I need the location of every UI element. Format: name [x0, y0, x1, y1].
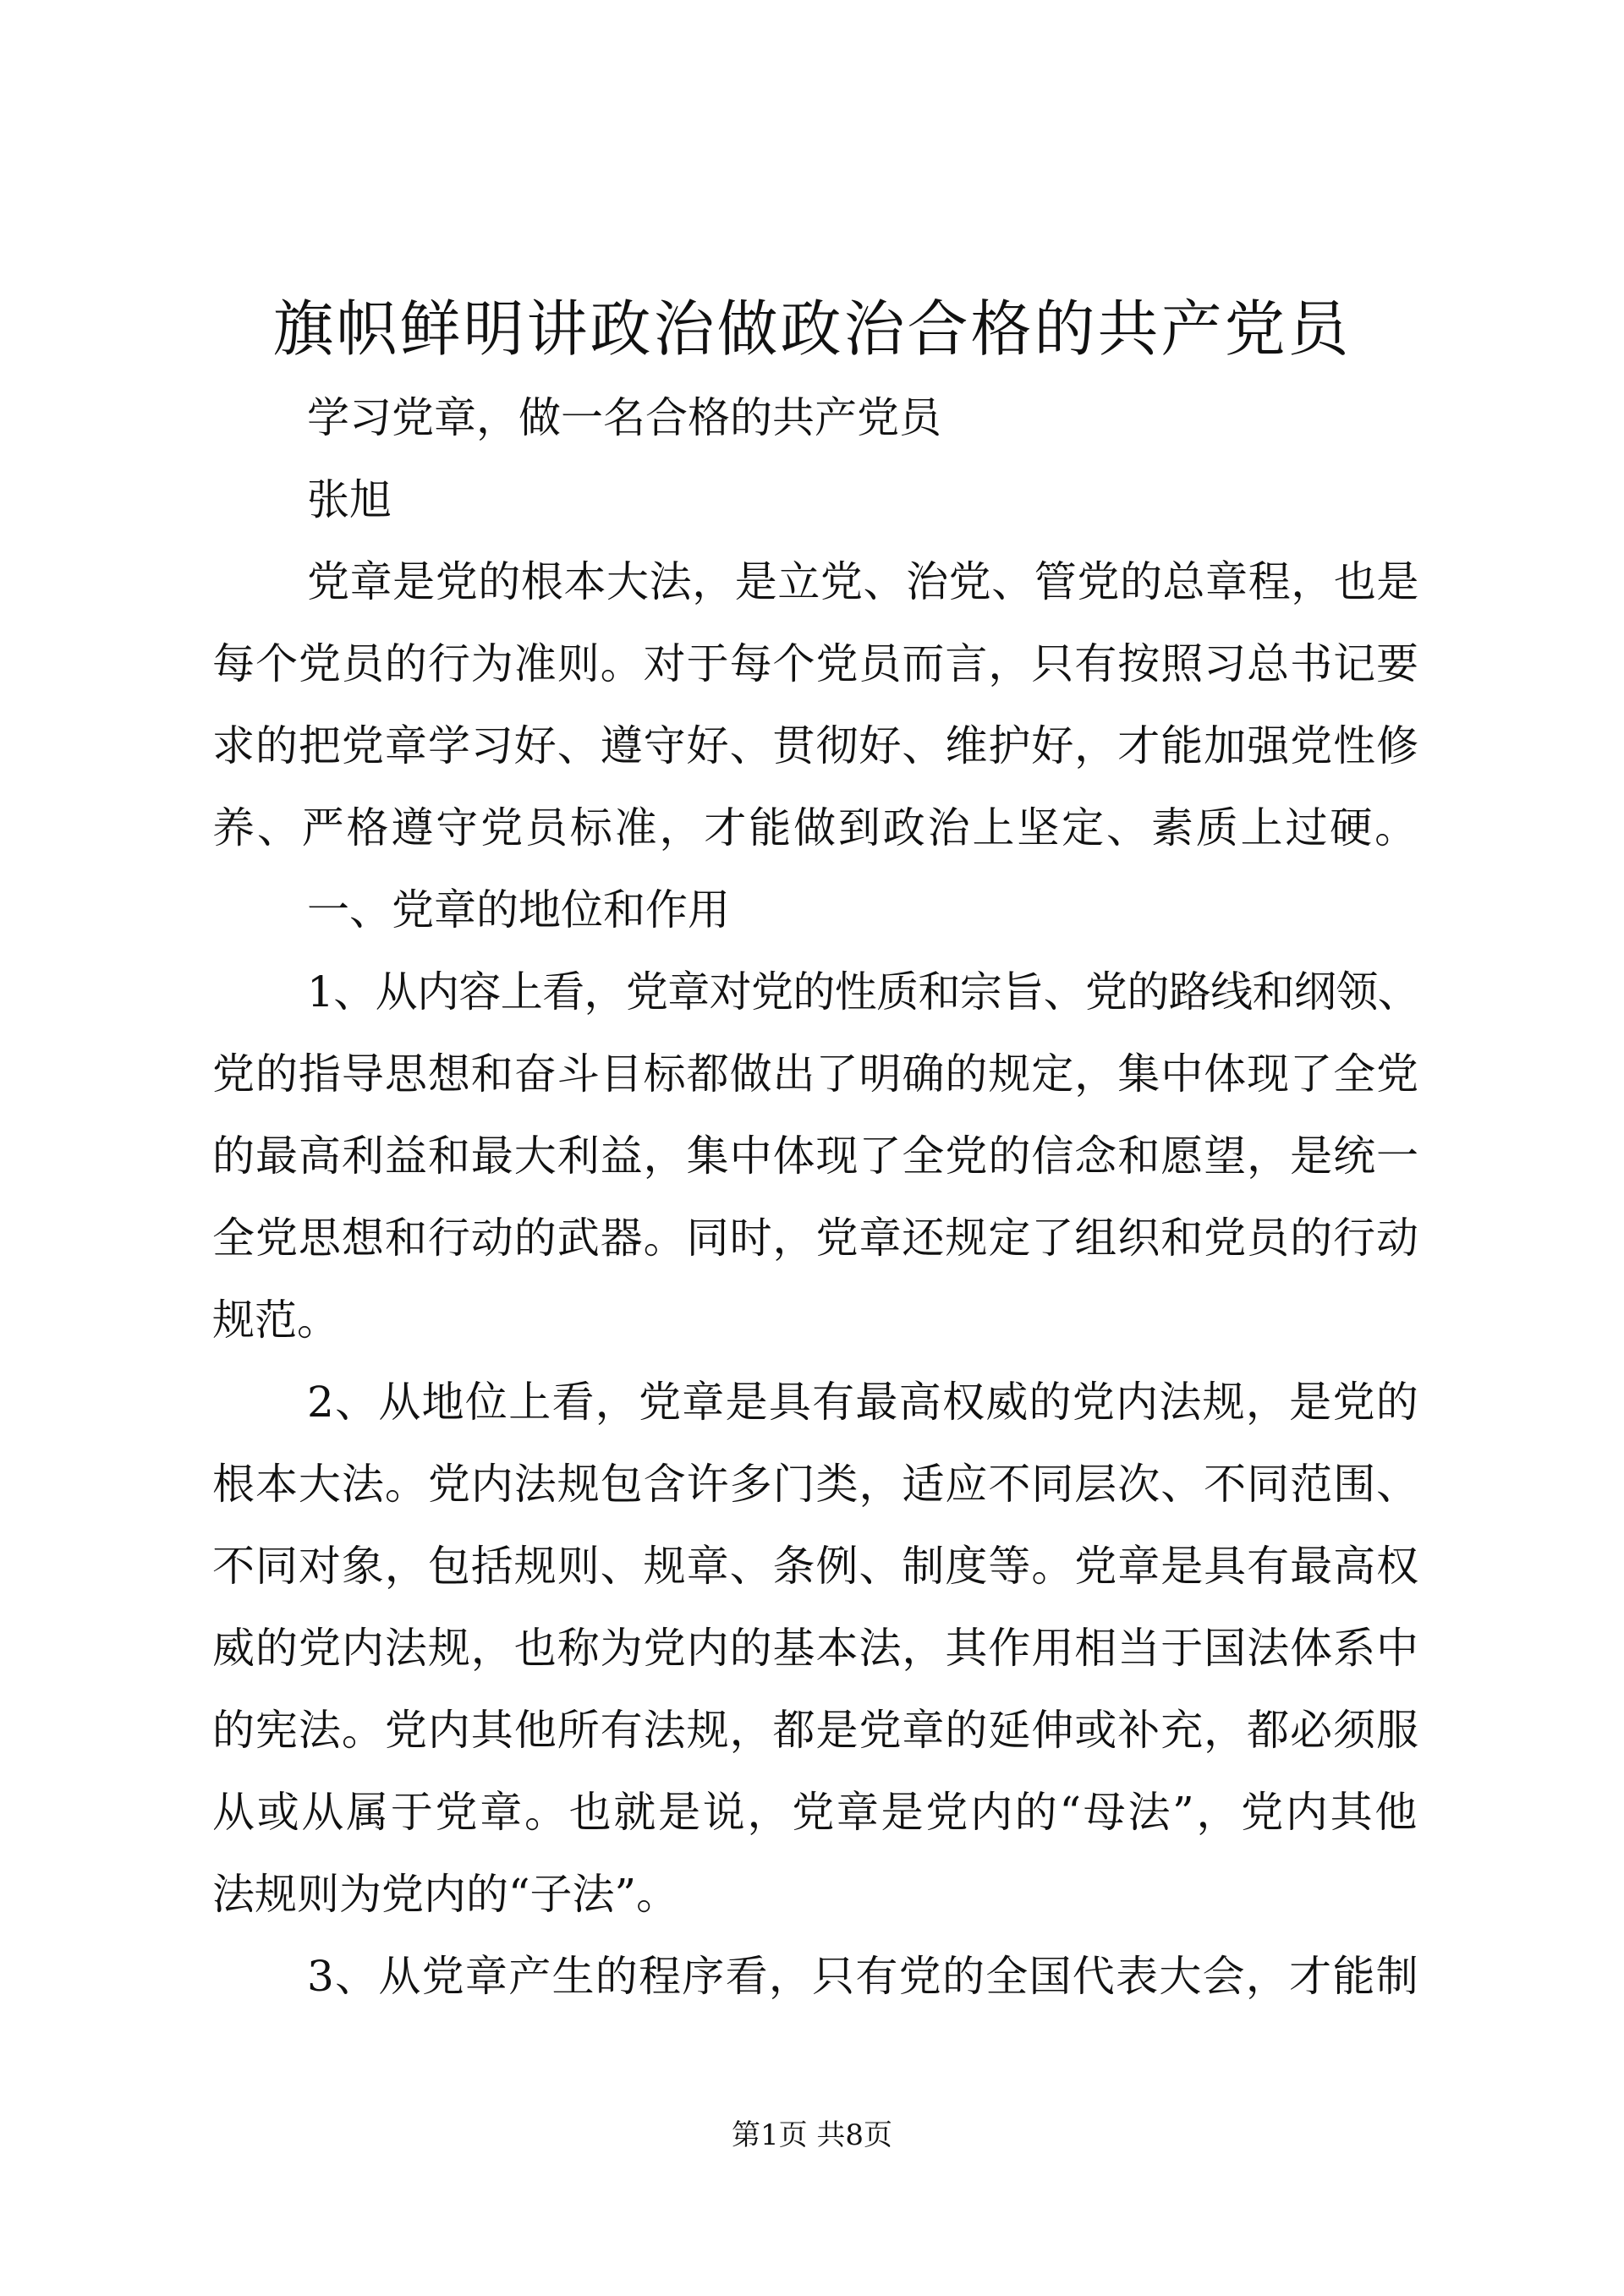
text-line — [212, 1526, 1419, 1608]
text-line-content: 党章是党的根本大法，是立党、治党、管党的总章程，也是 — [307, 557, 1419, 606]
text-line — [212, 1197, 1419, 1280]
text-line-content: 的最高利益和最大利益，集中体现了全党的信念和愿望，是统一 — [212, 1132, 1419, 1181]
text-line-content: 法规则为党内的“子法”。 — [212, 1870, 679, 1919]
text-line — [212, 1854, 1419, 1936]
text-line-content: 张旭 — [307, 475, 392, 524]
text-line — [212, 1115, 1419, 1197]
text-line-content: 规范。 — [212, 1296, 339, 1345]
text-line-content: 根本大法。党内法规包含许多门类，适应不同层次、不同范围、 — [212, 1460, 1419, 1509]
text-line-content: 每个党员的行为准则。对于每个党员而言，只有按照习总书记要 — [212, 639, 1419, 688]
text-line — [212, 1362, 1419, 1444]
text-line-content: 学习党章，做一名合格的共产党员 — [307, 393, 941, 442]
page-footer: 第1页 共8页 — [731, 2118, 893, 2152]
text-line — [212, 1772, 1419, 1854]
text-line-content: 2、从地位上看，党章是具有最高权威的党内法规，是党的 — [307, 1378, 1419, 1427]
text-line — [212, 1608, 1419, 1690]
text-line-content: 威的党内法规，也称为党内的基本法，其作用相当于国法体系中 — [212, 1624, 1419, 1673]
text-line — [212, 869, 1419, 951]
text-line — [212, 705, 1419, 787]
document-body — [212, 377, 1419, 2018]
text-line-content: 从或从属于党章。也就是说，党章是党内的“母法”，党内其他 — [212, 1788, 1419, 1837]
document-title: 旗帜鲜明讲政治做政治合格的共产党员 — [272, 293, 1352, 364]
text-line-content: 3、从党章产生的程序看，只有党的全国代表大会，才能制 — [307, 1952, 1419, 2001]
text-line — [212, 541, 1419, 623]
text-line-content: 的宪法。党内其他所有法规，都是党章的延伸或补充，都必须服 — [212, 1706, 1419, 1755]
text-line-content: 不同对象，包括规则、规章、条例、制度等。党章是具有最高权 — [212, 1542, 1419, 1591]
text-line-content: 1、从内容上看，党章对党的性质和宗旨、党的路线和纲领、 — [307, 967, 1419, 1016]
text-line-content: 养、严格遵守党员标准，才能做到政治上坚定、素质上过硬。 — [212, 803, 1419, 852]
text-line — [212, 1444, 1419, 1526]
text-line-content: 党的指导思想和奋斗目标都做出了明确的规定，集中体现了全党 — [212, 1049, 1419, 1099]
text-line — [212, 377, 1419, 459]
text-line — [212, 951, 1419, 1033]
text-line — [212, 1690, 1419, 1772]
text-line — [212, 1936, 1419, 2018]
text-line-content: 求的把党章学习好、遵守好、贯彻好、维护好，才能加强党性修 — [212, 721, 1419, 770]
text-line — [212, 787, 1419, 869]
text-line — [212, 1280, 1419, 1362]
text-line — [212, 623, 1419, 705]
text-line-content: 一、党章的地位和作用 — [307, 885, 730, 934]
text-line — [212, 459, 1419, 541]
text-line-content: 全党思想和行动的武器。同时，党章还规定了组织和党员的行动 — [212, 1214, 1419, 1263]
text-line — [212, 1033, 1419, 1115]
